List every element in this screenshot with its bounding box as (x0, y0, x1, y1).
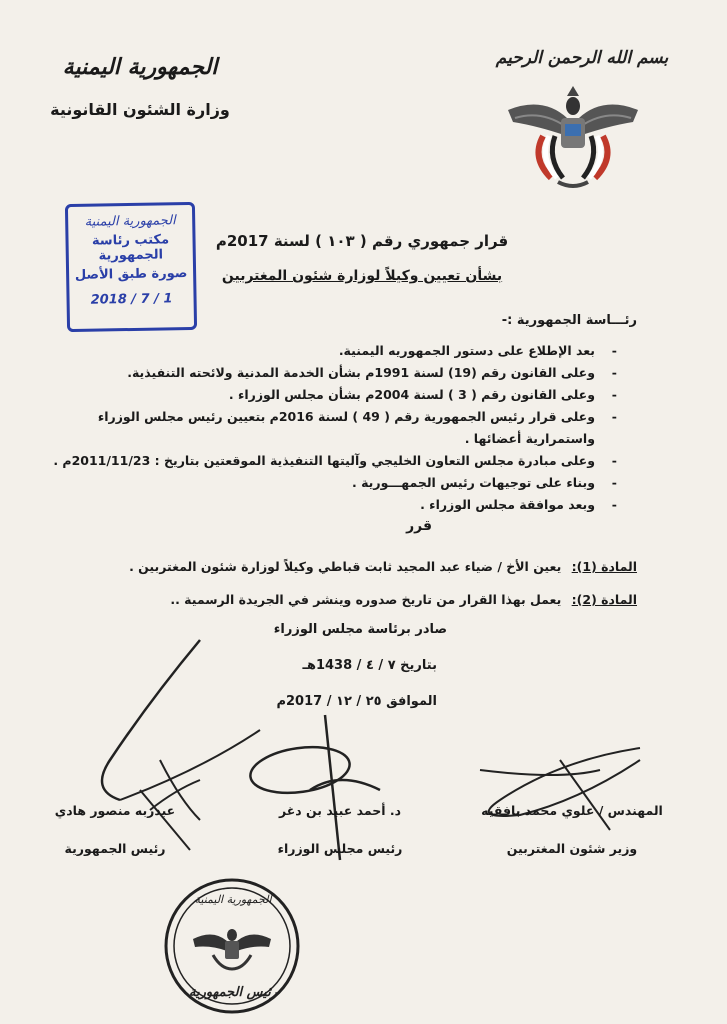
ministry-name: وزارة الشئون القانونية (50, 100, 230, 119)
recital-item: - وبناء على توجيهات رئيس الجمهـــورية . (37, 472, 617, 494)
recital-item: - وعلى القانون رقم ( 3 ) لسنة 2004م بشأن مجلس الوزراء . (37, 384, 617, 406)
yemen-eagle-emblem-icon (503, 78, 643, 196)
date-gregorian: الموافق ٢٥ / ١٢ / 2017م (276, 694, 437, 709)
signatory-2-title: رئيس مجلس الوزراء (277, 841, 403, 856)
article-1-label: المادة (1): (571, 559, 637, 574)
stamp-line-1: الجمهورية اليمنية (84, 213, 176, 230)
signatory-2-name: د. أحمد عبيد بن دغر (278, 803, 402, 818)
stamp-line-3: صورة طبق الأصل (74, 266, 188, 283)
article-2-label: المادة (2): (571, 592, 637, 607)
recital-continuation: واستمرارية أعضائها . (464, 431, 595, 446)
date-hijri: بتاريخ ٧ / ٤ / 1438هـ (302, 658, 437, 673)
decision-heading: قرر (406, 518, 432, 534)
recital-item: - بعد الإطلاع على دستور الجمهوريه اليمنية. (37, 340, 617, 362)
recital-item: - وبعد موافقة مجلس الوزراء . (37, 494, 617, 516)
stamp-date: 2018 / 7 / 1 (90, 291, 173, 308)
signatory-1-name: المهندس / علوي محمد بافقيه (481, 803, 663, 818)
signatory-3-title: رئيس الجمهورية (64, 841, 166, 856)
signatory-3-name: عبدربه منصور هادي (54, 803, 176, 818)
article-1-text: يعين الأخ / ضياء عبد المجيد ثابت قباطي وكيلاً لوزارة شئون المغتربين . (129, 559, 562, 574)
true-copy-stamp (65, 202, 197, 332)
issued-at: صادر برئاسة مجلس الوزراء (273, 622, 447, 637)
recitals-list (37, 340, 617, 516)
presidency-label: رئـــاسة الجمهورية :- (501, 313, 637, 328)
seal-top-text: الجمهورية اليمنية (194, 893, 272, 906)
article-2 (170, 592, 637, 607)
decree-title: قرار جمهوري رقم ( ١٠٣ ) لسنة 2017م (215, 232, 509, 250)
recital-item: - وعلى قرار رئيس الجمهورية رقم ( 49 ) لسنة 2016م بتعيين رئيس مجلس الوزراء (37, 406, 617, 428)
signatory-1-title: وزير شئون المغتربين (506, 841, 638, 856)
seal-bottom-text: رئيس الجمهورية (189, 985, 277, 1000)
recital-item: - وعلى مبادرة مجلس التعاون الخليجي وآليتها التنفيذية الموقعتين بتاريخ : 2011/11/23م . (37, 450, 617, 472)
article-2-text: يعمل بهذا القرار من تاريخ صدوره وينشر في الجريدة الرسمية .. (170, 592, 562, 607)
decree-subject: بشأن تعيين وكيلاً لوزارة شئون المغتربين (221, 268, 503, 284)
basmala-calligraphy: بسم الله الرحمن الرحيم (495, 48, 669, 68)
republic-name-heading: الجمهورية اليمنية (62, 55, 218, 80)
recital-item: - وعلى القانون رقم (19) لسنة 1991م بشأن الخدمة المدنية ولائحته التنفيذية. (37, 362, 617, 384)
article-1 (129, 559, 637, 574)
stamp-line-2: مكتب رئاسة الجمهورية (91, 232, 170, 264)
